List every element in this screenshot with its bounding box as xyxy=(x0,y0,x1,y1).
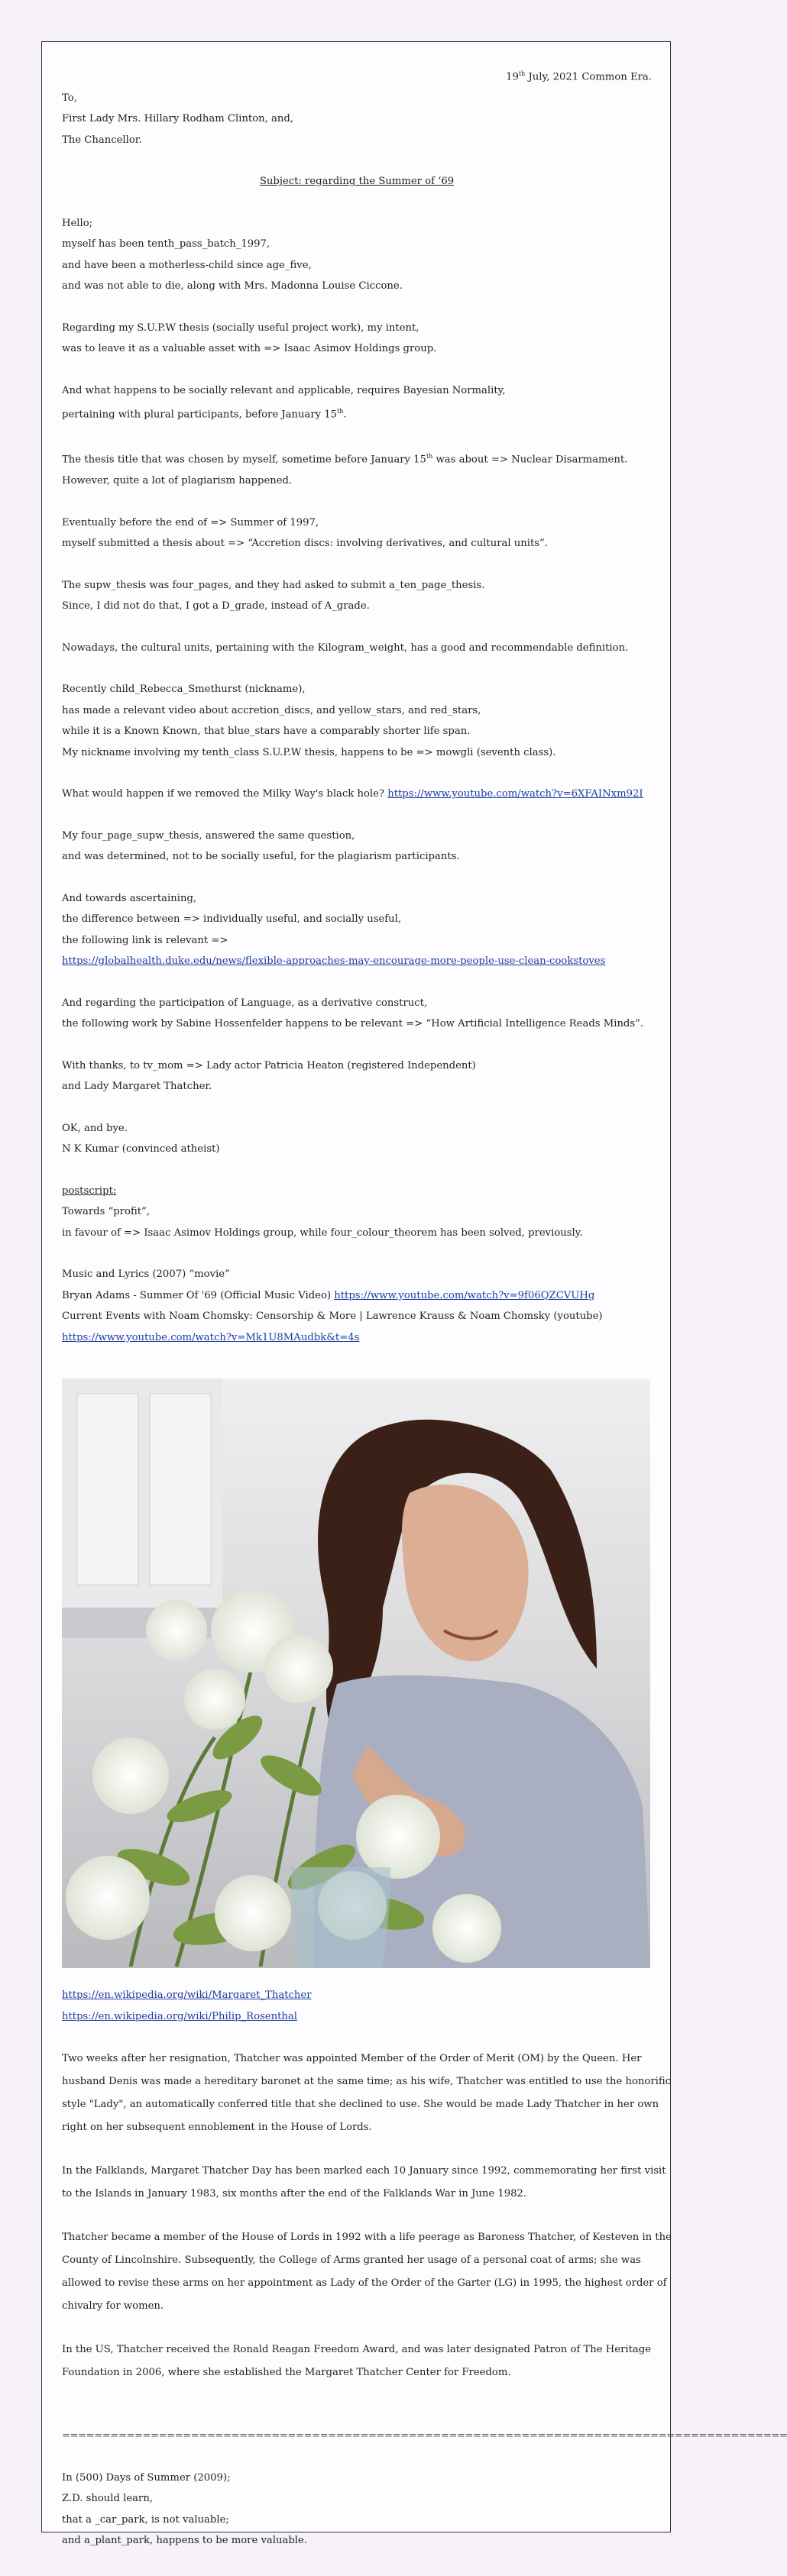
woman-with-flowers-photo xyxy=(62,1378,650,1968)
cookstoves-link[interactable]: https://globalhealth.duke.edu/news/flexible-approaches-may-encourage-more-people-use-clean-cookstoves xyxy=(62,955,606,968)
thatcher-para-falklands: In the Falklands, Margaret Thatcher Day has been marked each 10 January since 1992, commemorating her first visit to the Islands in January 1983, six months after the end of the Falklands War in June 1982. xyxy=(62,2165,666,2200)
music-block: Music and Lyrics (2007) “movie” Bryan Adams - Summer Of '69 (Official Music Video) https://www.youtube.com/watch?v=9f06QZCVUHg Current Events with Noam Chomsky: Censorship & More | Lawrence Krauss & Noam Chomsky (youtube) https://www.youtube.com/watch?v=Mk1U8MAudbk&t=4s xyxy=(62,1269,603,1343)
bayesian-block: And what happens to be socially relevant and applicable, requires Bayesian Normality, pertaining with plural participants, before January 15th. xyxy=(62,384,506,421)
thatcher-para-lords: Thatcher became a member of the House of Lords in 1992 with a life peerage as Baroness Thatcher, of Kesteven in the County of Lincolnshire. Subsequently, the College of Arms granted her usage of a personal coat of arms; she was allowed to revise these arms on her appointment as Lady of the Order of the Garter (LG) in 1995, the highest order of chivalry for women. xyxy=(62,2232,672,2313)
separator-line: ========================================================================================== xyxy=(62,2430,787,2442)
four-page-block: My four_page_supw_thesis, answered the same question, and was determined, not to be socially useful, for the plagiarism participants. xyxy=(62,829,460,863)
supw-block: Regarding my S.U.P.W thesis (socially useful project work), my intent, was to leave it as a valuable asset with => Isaac Asimov Holdings group. xyxy=(62,322,437,355)
address-block: To, First Lady Mrs. Hillary Rodham Clinton, and, The Chancellor. xyxy=(62,92,294,146)
thanks-block: With thanks, to tv_mom => Lady actor Patricia Heaton (registered Independent) and Lady Margaret Thatcher. xyxy=(62,1059,476,1093)
black-hole-block: What would happen if we removed the Milky Way's black hole? https://www.youtube.com/watch?v=6XFAINxm92I xyxy=(62,788,643,800)
thatcher-wiki-link[interactable]: https://en.wikipedia.org/wiki/Margaret_Thatcher xyxy=(62,1989,312,2002)
rosenthal-wiki-link[interactable]: https://en.wikipedia.org/wiki/Philip_Rosenthal xyxy=(62,2010,297,2022)
thesis-title-block: The thesis title that was chosen by myself, sometime before January 15th was about => Nuclear Disarmament. However, quite a lot of plagiarism happened. xyxy=(62,453,628,487)
postscript-block: postscript: Towards “profit”, in favour of => Isaac Asimov Holdings group, while four_colour_theorem has been solved, previously. xyxy=(62,1181,652,1244)
wiki-links-block xyxy=(62,1985,652,2027)
stars-block: Recently child_Rebecca_Smethurst (nickname), has made a relevant video about accretion_discs, and yellow_stars, and red_stars, while it is a Known Known, that blue_stars have a comparably shorter life span. My nickname involving my tenth_class S.U.P.W thesis, happens to be => mowgli (seventh class). xyxy=(62,684,556,758)
greeting-block: Hello; myself has been tenth_pass_batch_1997, and have been a motherless-child since age_five, and was not able to die, along with Mrs. Madonna Louise Ciccone. xyxy=(62,217,403,293)
thatcher-para-merit: Two weeks after her resignation, Thatcher was appointed Member of the Order of Merit (OM) by the Queen. Her husband Denis was made a hereditary baronet at the same time; as his wife, Thatcher was entitled to use the honorific style "Lady", an automatically conferred title that she declined to use. She would be made Lady Thatcher in her own right on her subsequent ennoblement in the House of Lords. xyxy=(62,2053,672,2134)
ascertaining-block: And towards ascertaining, the difference between => individually useful, and socially useful, the following link is relevant => https://globalhealth.duke.edu/news/flexible-approaches-may-encourage-more-people-use-clean-cookstoves xyxy=(62,892,606,968)
closing-block: In (500) Days of Summer (2009); Z.D. should learn, that a _car_park, is not valuable; and a_plant_park, happens to be more valuable. xyxy=(62,2471,307,2547)
document-page xyxy=(41,41,787,2547)
thatcher-para-us: In the US, Thatcher received the Ronald Reagan Freedom Award, and was later designated Patron of The Heritage Foundation in 2006, where she established the Margaret Thatcher Center for Freedom. xyxy=(62,2344,652,2379)
document-body xyxy=(62,63,787,2552)
black-hole-video-link[interactable]: https://www.youtube.com/watch?v=6XFAINxm92I xyxy=(387,788,643,800)
chomsky-video-link[interactable]: https://www.youtube.com/watch?v=Mk1U8MAudbk&t=4s xyxy=(62,1331,360,1343)
subject-line: Subject: regarding the Summer of ‘69 xyxy=(259,176,455,188)
language-block: And regarding the participation of Language, as a derivative construct, the following work by Sabine Hossenfelder happens to be relevant => “How Artificial Intelligence Reads Minds”. xyxy=(62,997,644,1030)
accretion-block: Eventually before the end of => Summer of 1997, myself submitted a thesis about => “Accretion discs: involving derivatives, and cultural units”. xyxy=(62,516,548,550)
summer-of-69-video-link[interactable]: https://www.youtube.com/watch?v=9f06QZCVUHg xyxy=(334,1289,595,1301)
letter-date: 19th July, 2021 Common Era. xyxy=(506,70,652,83)
signature-block: OK, and bye. N K Kumar (convinced atheist) xyxy=(62,1122,220,1155)
kilogram-block: Nowadays, the cultural units, pertaining with the Kilogram_weight, has a good and recommendable definition. xyxy=(62,642,629,654)
grade-block: The supw_thesis was four_pages, and they had asked to submit a_ten_page_thesis. Since, I did not do that, I got a D_grade, instead of A_grade. xyxy=(62,579,485,612)
postscript-title: postscript: xyxy=(62,1185,117,1197)
